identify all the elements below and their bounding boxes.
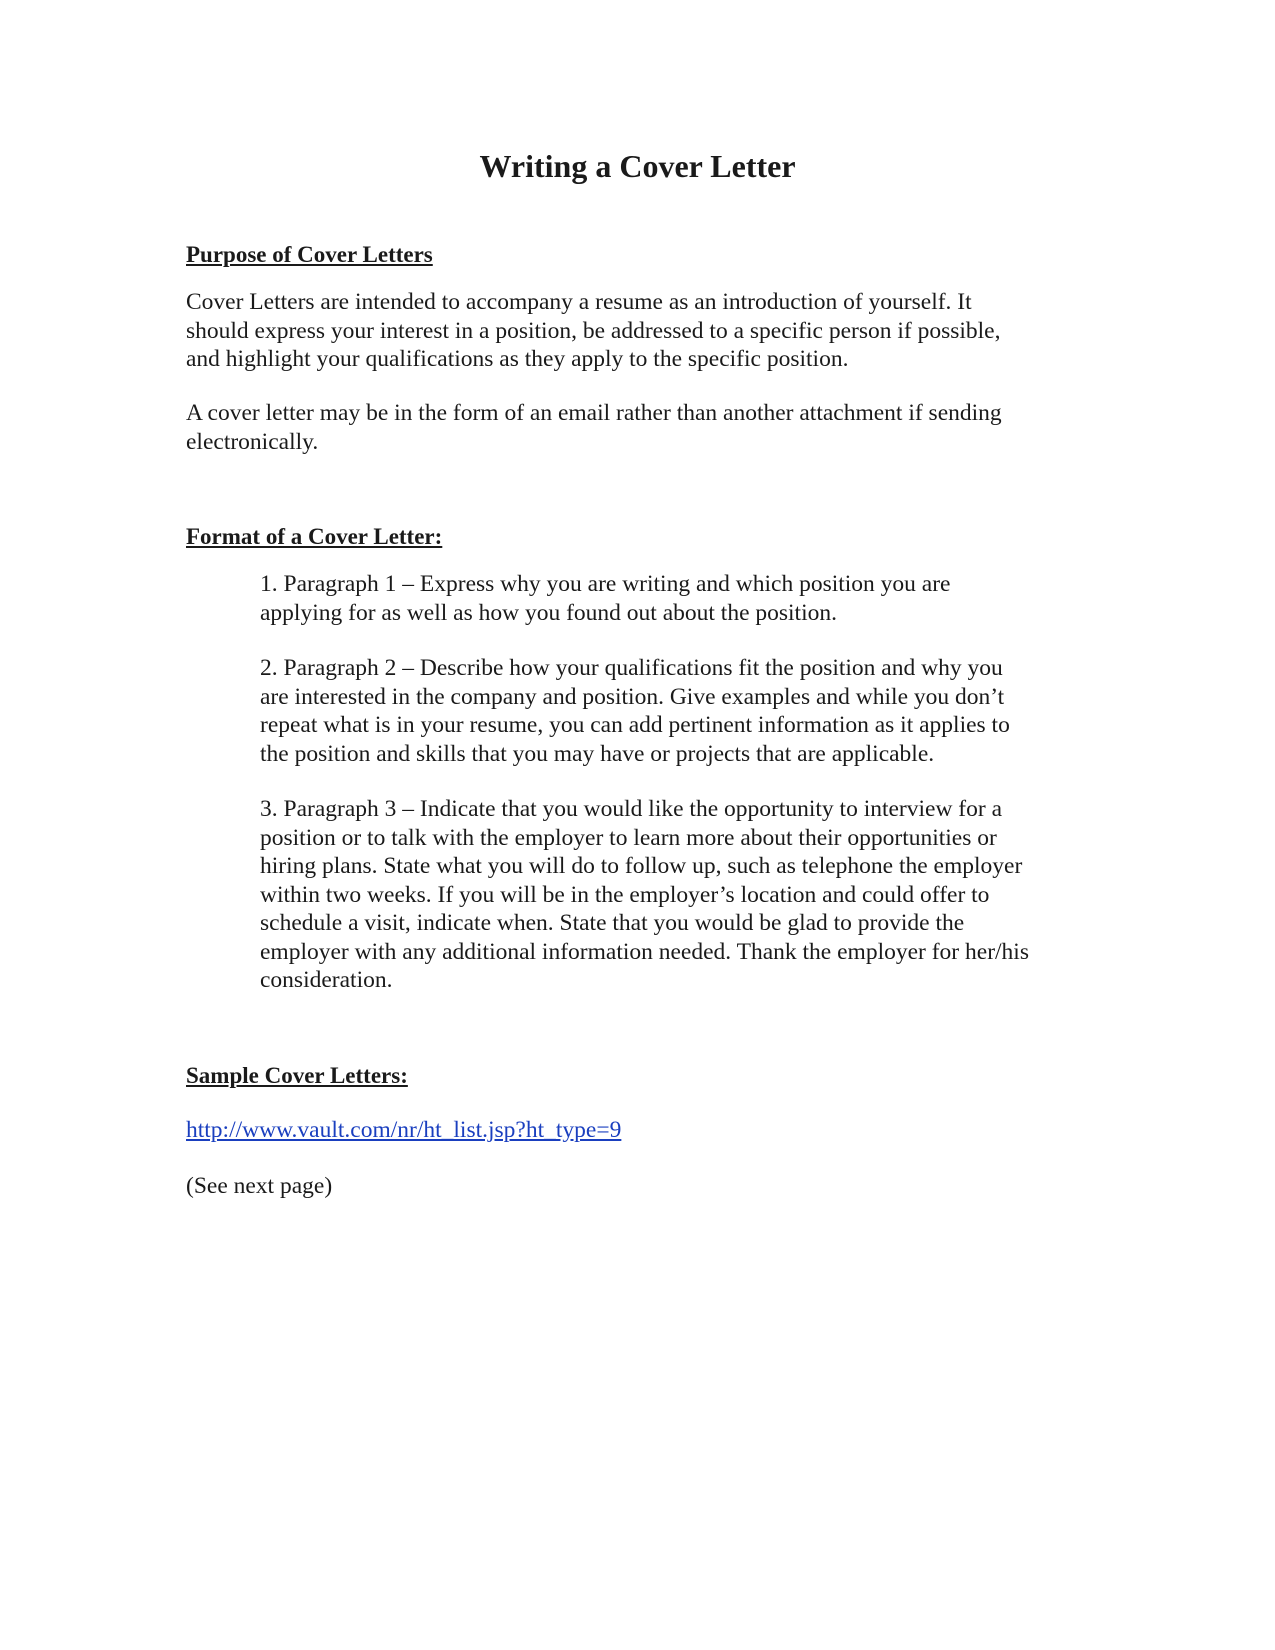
- sample-cover-letters-link[interactable]: http://www.vault.com/nr/ht_list.jsp?ht_type=9: [186, 1117, 622, 1143]
- text-line: position or to talk with the employer to learn more about their opportunities or: [260, 824, 997, 851]
- sample-heading: Sample Cover Letters:: [186, 1063, 408, 1088]
- list-item-paragraph-2: [260, 654, 1090, 768]
- text-line: are interested in the company and position. Give examples and while you don’t: [260, 683, 1005, 710]
- text-line: 2. Paragraph 2 – Describe how your qualifications fit the position and why you: [260, 655, 1003, 681]
- list-item-paragraph-3: [260, 795, 1090, 995]
- text-line: the position and skills that you may have or projects that are applicable.: [260, 740, 935, 767]
- see-next-page-note: (See next page): [186, 1173, 333, 1199]
- text-line: 1. Paragraph 1 – Express why you are writing and which position you are: [260, 571, 951, 597]
- page-title: Writing a Cover Letter: [479, 148, 796, 184]
- text-line: employer with any additional information needed. Thank the employer for her/his: [260, 938, 1029, 965]
- text-line: electronically.: [186, 428, 319, 455]
- text-line: repeat what is in your resume, you can add pertinent information as it applies to: [260, 712, 1010, 738]
- text-line: and highlight your qualifications as they apply to the specific position.: [186, 346, 849, 372]
- text-line: hiring plans. State what you will do to follow up, such as telephone the employer: [260, 853, 1023, 879]
- text-line: schedule a visit, indicate when. State that you would be glad to provide the: [260, 910, 965, 936]
- purpose-paragraph-2: [186, 399, 1086, 456]
- text-line: Cover Letters are intended to accompany a resume as an introduction of yourself. It: [186, 289, 972, 315]
- list-item-paragraph-1: [260, 570, 1090, 627]
- text-line: should express your interest in a position, be addressed to a specific person if possible,: [186, 317, 1001, 344]
- purpose-paragraph-1: [186, 288, 1086, 374]
- text-line: applying for as well as how you found out about the position.: [260, 599, 837, 626]
- text-line: within two weeks. If you will be in the employer’s location and could offer to: [260, 881, 990, 908]
- purpose-heading: Purpose of Cover Letters: [186, 242, 433, 267]
- text-line: consideration.: [260, 967, 393, 993]
- text-line: A cover letter may be in the form of an email rather than another attachment if sending: [186, 400, 1002, 426]
- format-heading: Format of a Cover Letter:: [186, 524, 443, 549]
- text-line: 3. Paragraph 3 – Indicate that you would like the opportunity to interview for a: [260, 796, 1003, 822]
